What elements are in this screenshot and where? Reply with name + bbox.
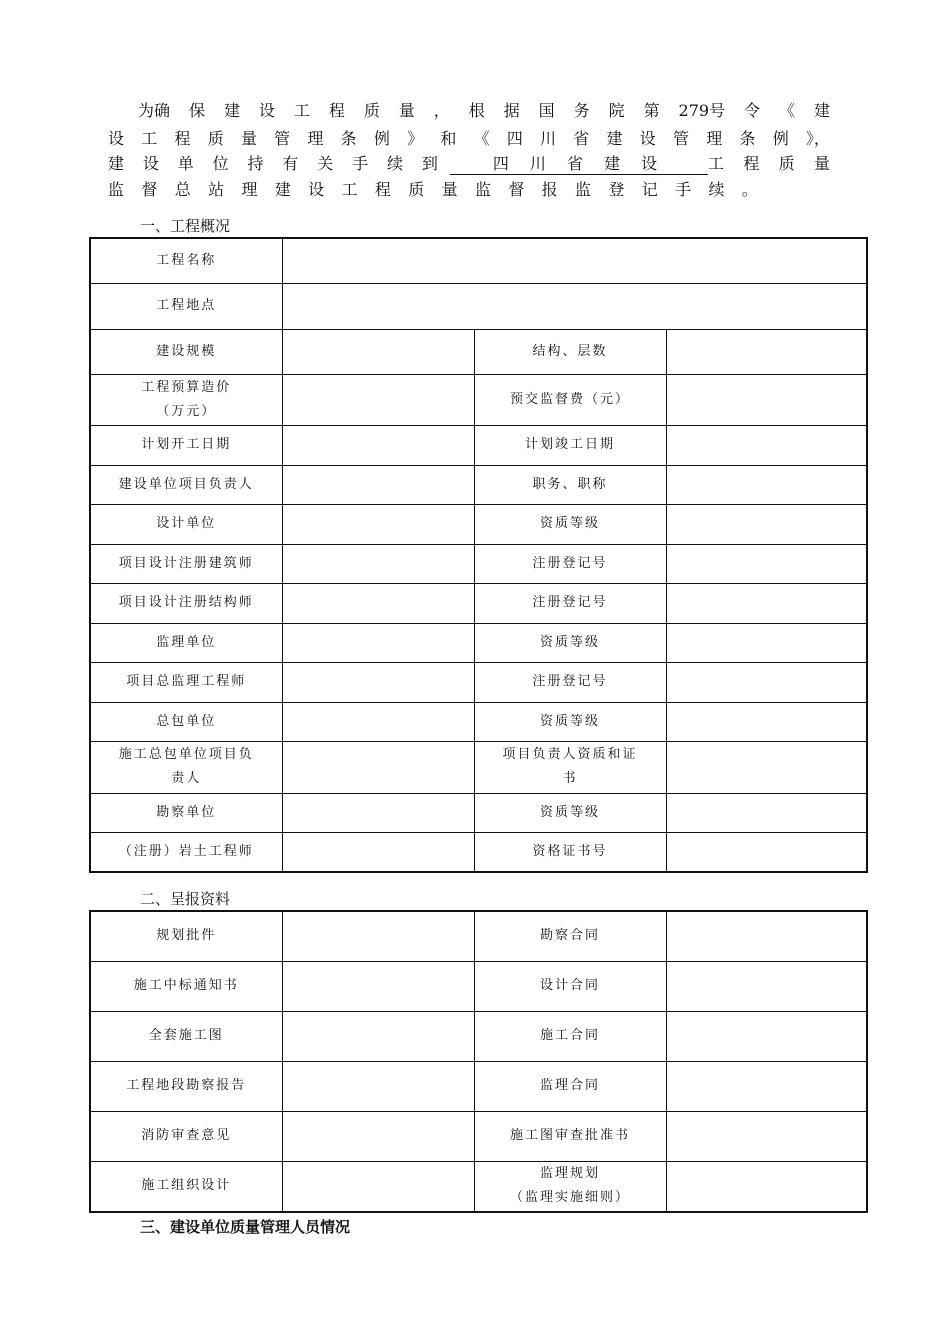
supervision-unit-field[interactable] bbox=[282, 623, 474, 662]
intro-char: 管 bbox=[672, 129, 689, 148]
geotech-engineer-label: （注册）岩土工程师 bbox=[90, 832, 282, 872]
site-survey-report-field[interactable] bbox=[282, 1061, 474, 1111]
intro-char: 工 bbox=[293, 101, 310, 120]
table-row bbox=[90, 544, 867, 583]
chief-supervisor-field[interactable] bbox=[282, 662, 474, 702]
intro-char: 手 bbox=[675, 180, 692, 199]
chief-supervisor-reg-label: 注册登记号 bbox=[474, 662, 666, 702]
intro-char: ， bbox=[433, 101, 450, 120]
budget-label-line1: 工程预算造价 bbox=[141, 379, 232, 395]
intro-char: 管 bbox=[274, 129, 291, 148]
intro-char: 国 bbox=[538, 101, 555, 120]
intro-char: 建 bbox=[274, 180, 291, 199]
intro-char: 单 bbox=[177, 154, 194, 173]
general-contractor-label: 总包单位 bbox=[90, 702, 282, 741]
intro-char: 手 bbox=[352, 154, 369, 173]
general-contractor-field[interactable] bbox=[282, 702, 474, 741]
intro-line-1 bbox=[138, 98, 830, 121]
survey-grade-label: 资质等级 bbox=[474, 793, 666, 832]
project-name-field[interactable] bbox=[282, 238, 867, 283]
intro-char: 质 bbox=[408, 180, 425, 199]
owner-pm-field[interactable] bbox=[282, 465, 474, 504]
certificate-no-field[interactable] bbox=[666, 832, 867, 872]
intro-char: 理 bbox=[706, 129, 723, 148]
intro-char: 工 bbox=[341, 180, 358, 199]
planned-start-label: 计划开工日期 bbox=[90, 425, 282, 465]
supervision-contract-field[interactable] bbox=[666, 1061, 867, 1111]
intro-char: 设 bbox=[142, 154, 159, 173]
supervision-fee-label: 预交监督费（元） bbox=[474, 374, 666, 425]
intro-char: 例 bbox=[772, 129, 789, 148]
intro-char: 程 bbox=[174, 129, 191, 148]
table-row bbox=[90, 623, 867, 662]
intro-char: 省 bbox=[573, 129, 590, 148]
intro-char: 和 bbox=[440, 129, 457, 148]
project-name-label: 工程名称 bbox=[90, 238, 282, 283]
intro-char: 质 bbox=[778, 154, 795, 173]
intro-line-4 bbox=[108, 177, 758, 200]
contractor-pm-label bbox=[90, 741, 282, 793]
table-row bbox=[90, 374, 867, 425]
position-title-field[interactable] bbox=[666, 465, 867, 504]
intro-char: 持 bbox=[247, 154, 264, 173]
table-row bbox=[90, 832, 867, 872]
intro-char: 量 bbox=[813, 154, 830, 173]
intro-char: 续 bbox=[387, 154, 404, 173]
table-row bbox=[90, 1161, 867, 1212]
construction-contract-label: 施工合同 bbox=[474, 1011, 666, 1061]
intro-char: 建 bbox=[223, 101, 240, 120]
chief-supervisor-reg-field[interactable] bbox=[666, 662, 867, 702]
construction-drawings-field[interactable] bbox=[282, 1011, 474, 1061]
supervision-fee-field[interactable] bbox=[666, 374, 867, 425]
intro-char: 院 bbox=[608, 101, 625, 120]
intro-char: 质 bbox=[207, 129, 224, 148]
intro-char: 务 bbox=[573, 101, 590, 120]
certificate-no-label: 资格证书号 bbox=[474, 832, 666, 872]
table-row bbox=[90, 238, 867, 283]
design-unit-field[interactable] bbox=[282, 504, 474, 544]
submitted-materials-table bbox=[89, 910, 868, 1213]
structure-floors-label: 结构、层数 bbox=[474, 329, 666, 374]
design-contract-label: 设计合同 bbox=[474, 961, 666, 1011]
intro-char: 量 bbox=[240, 129, 257, 148]
survey-unit-field[interactable] bbox=[282, 793, 474, 832]
intro-char: 理 bbox=[241, 180, 258, 199]
structure-floors-field[interactable] bbox=[666, 329, 867, 374]
intro-char: 为确 bbox=[138, 101, 171, 120]
site-survey-report-label: 工程地段勘察报告 bbox=[90, 1061, 282, 1111]
survey-unit-label: 勘察单位 bbox=[90, 793, 282, 832]
scale-field[interactable] bbox=[282, 329, 474, 374]
pm-qualification-label-line1: 项目负责人资质和证 bbox=[502, 747, 638, 762]
table-row bbox=[90, 583, 867, 623]
intro-char: 理 bbox=[307, 129, 324, 148]
section-2-title: 二、呈报资料 bbox=[140, 890, 231, 908]
table-row bbox=[90, 1011, 867, 1061]
supervision-grade-label: 资质等级 bbox=[474, 623, 666, 662]
intro-char: 工 bbox=[708, 154, 725, 173]
intro-char: 令 bbox=[744, 101, 761, 120]
intro-char: 站 bbox=[208, 180, 225, 199]
budget-label bbox=[90, 374, 282, 425]
table-row bbox=[90, 465, 867, 504]
architect-label: 项目设计注册建筑师 bbox=[90, 544, 282, 583]
intro-char: 位 bbox=[212, 154, 229, 173]
intro-char: 。 bbox=[741, 180, 758, 199]
section-3-title: 三、建设单位质量管理人员情况 bbox=[140, 1218, 351, 1236]
intro-char: 量 bbox=[441, 180, 458, 199]
intro-char: 监 bbox=[108, 180, 125, 199]
intro-char: 保 bbox=[188, 101, 205, 120]
structural-reg-field[interactable] bbox=[666, 583, 867, 623]
intro-char: 督 bbox=[508, 180, 525, 199]
intro-char: 建 bbox=[108, 154, 125, 173]
contractor-pm-label-line1: 施工总包单位项目负 bbox=[118, 747, 254, 762]
intro-char: 记 bbox=[641, 180, 658, 199]
project-overview-table bbox=[89, 237, 868, 873]
intro-char: 报 bbox=[541, 180, 558, 199]
supervision-plan-label-line1: 监理规划 bbox=[539, 1166, 600, 1182]
intro-char: 程 bbox=[374, 180, 391, 199]
structural-engineer-field[interactable] bbox=[282, 583, 474, 623]
construction-drawings-label: 全套施工图 bbox=[90, 1011, 282, 1061]
intro-char: 设 bbox=[308, 180, 325, 199]
design-grade-field[interactable] bbox=[666, 504, 867, 544]
design-unit-label: 设计单位 bbox=[90, 504, 282, 544]
planned-finish-label: 计划竣工日期 bbox=[474, 425, 666, 465]
table-row bbox=[90, 283, 867, 329]
supervision-plan-label bbox=[474, 1161, 666, 1212]
intro-char: 设 bbox=[108, 129, 125, 148]
intro-char: 》， bbox=[805, 129, 830, 148]
intro-char: 据 bbox=[503, 101, 520, 120]
table-row bbox=[90, 329, 867, 374]
intro-char: 例 bbox=[373, 129, 390, 148]
table-row bbox=[90, 504, 867, 544]
table-row bbox=[90, 1111, 867, 1161]
supervision-grade-field[interactable] bbox=[666, 623, 867, 662]
survey-contract-field[interactable] bbox=[666, 911, 867, 961]
planning-approval-field[interactable] bbox=[282, 911, 474, 961]
intro-char: 设 bbox=[639, 129, 656, 148]
intro-char: 条 bbox=[739, 129, 756, 148]
intro-char: 第 bbox=[643, 101, 660, 120]
intro-char: 工 bbox=[141, 129, 158, 148]
project-location-field[interactable] bbox=[282, 283, 867, 329]
table-row bbox=[90, 911, 867, 961]
table-row bbox=[90, 662, 867, 702]
drawing-review-approval-label: 施工图审查批准书 bbox=[474, 1111, 666, 1161]
intro-char: 总 bbox=[174, 180, 191, 199]
fire-review-field[interactable] bbox=[282, 1111, 474, 1161]
table-row bbox=[90, 793, 867, 832]
survey-contract-label: 勘察合同 bbox=[474, 911, 666, 961]
construction-org-design-label: 施工组织设计 bbox=[90, 1161, 282, 1212]
architect-reg-label: 注册登记号 bbox=[474, 544, 666, 583]
position-title-label: 职务、职称 bbox=[474, 465, 666, 504]
contractor-pm-label-line2: 责人 bbox=[171, 771, 202, 786]
intro-char: 监 bbox=[575, 180, 592, 199]
table-row bbox=[90, 741, 867, 793]
planned-finish-field[interactable] bbox=[666, 425, 867, 465]
design-grade-label: 资质等级 bbox=[474, 504, 666, 544]
intro-char: 建 bbox=[813, 101, 830, 120]
table-row bbox=[90, 961, 867, 1011]
intro-char: 《 bbox=[473, 129, 490, 148]
architect-reg-field[interactable] bbox=[666, 544, 867, 583]
budget-label-line2: （万元） bbox=[156, 403, 217, 419]
pm-qualification-field[interactable] bbox=[666, 741, 867, 793]
planned-start-field[interactable] bbox=[282, 425, 474, 465]
table-row bbox=[90, 425, 867, 465]
intro-char: 建 bbox=[606, 129, 623, 148]
bid-notice-label: 施工中标通知书 bbox=[90, 961, 282, 1011]
structural-reg-label: 注册登记号 bbox=[474, 583, 666, 623]
supervision-plan-field[interactable] bbox=[666, 1161, 867, 1212]
intro-char: 关 bbox=[317, 154, 334, 173]
intro-char: 》 bbox=[407, 129, 424, 148]
intro-char: 根 bbox=[468, 101, 485, 120]
pm-qualification-label bbox=[474, 741, 666, 793]
drawing-review-approval-field[interactable] bbox=[666, 1111, 867, 1161]
contractor-grade-label: 资质等级 bbox=[474, 702, 666, 741]
planning-approval-label: 规划批件 bbox=[90, 911, 282, 961]
station-name-blank: 四 川 省 建 设 bbox=[450, 151, 708, 175]
intro-line-2 bbox=[108, 126, 830, 149]
owner-pm-label: 建设单位项目负责人 bbox=[90, 465, 282, 504]
construction-contract-field[interactable] bbox=[666, 1011, 867, 1061]
intro-char: 质 bbox=[363, 101, 380, 120]
intro-char: 续 bbox=[708, 180, 725, 199]
intro-char: 条 bbox=[340, 129, 357, 148]
supervision-unit-label: 监理单位 bbox=[90, 623, 282, 662]
table-row bbox=[90, 1061, 867, 1111]
contractor-pm-field[interactable] bbox=[282, 741, 474, 793]
table-row bbox=[90, 702, 867, 741]
intro-char: 到 bbox=[421, 154, 438, 173]
architect-field[interactable] bbox=[282, 544, 474, 583]
intro-char: 《 bbox=[779, 101, 796, 120]
intro-char: 量 bbox=[398, 101, 415, 120]
bid-notice-field[interactable] bbox=[282, 961, 474, 1011]
construction-org-design-field[interactable] bbox=[282, 1161, 474, 1212]
intro-char: 程 bbox=[328, 101, 345, 120]
intro-char: 279号 bbox=[678, 101, 726, 120]
intro-char: 四 bbox=[506, 129, 523, 148]
intro-char: 登 bbox=[608, 180, 625, 199]
intro-char: 程 bbox=[743, 154, 760, 173]
project-location-label: 工程地点 bbox=[90, 283, 282, 329]
intro-char: 督 bbox=[141, 180, 158, 199]
design-contract-field[interactable] bbox=[666, 961, 867, 1011]
section-1-title: 一、工程概况 bbox=[140, 217, 231, 235]
geotech-engineer-field[interactable] bbox=[282, 832, 474, 872]
chief-supervisor-label: 项目总监理工程师 bbox=[90, 662, 282, 702]
budget-field[interactable] bbox=[282, 374, 474, 425]
supervision-plan-label-line2: （监理实施细则） bbox=[509, 1190, 630, 1206]
scale-label: 建设规模 bbox=[90, 329, 282, 374]
intro-char: 监 bbox=[474, 180, 491, 199]
supervision-contract-label: 监理合同 bbox=[474, 1061, 666, 1111]
structural-engineer-label: 项目设计注册结构师 bbox=[90, 583, 282, 623]
pm-qualification-label-line2: 书 bbox=[562, 771, 578, 786]
intro-char: 有 bbox=[282, 154, 299, 173]
survey-grade-field[interactable] bbox=[666, 793, 867, 832]
intro-char: 川 bbox=[540, 129, 557, 148]
contractor-grade-field[interactable] bbox=[666, 702, 867, 741]
fire-review-label: 消防审查意见 bbox=[90, 1111, 282, 1161]
intro-char: 设 bbox=[258, 101, 275, 120]
